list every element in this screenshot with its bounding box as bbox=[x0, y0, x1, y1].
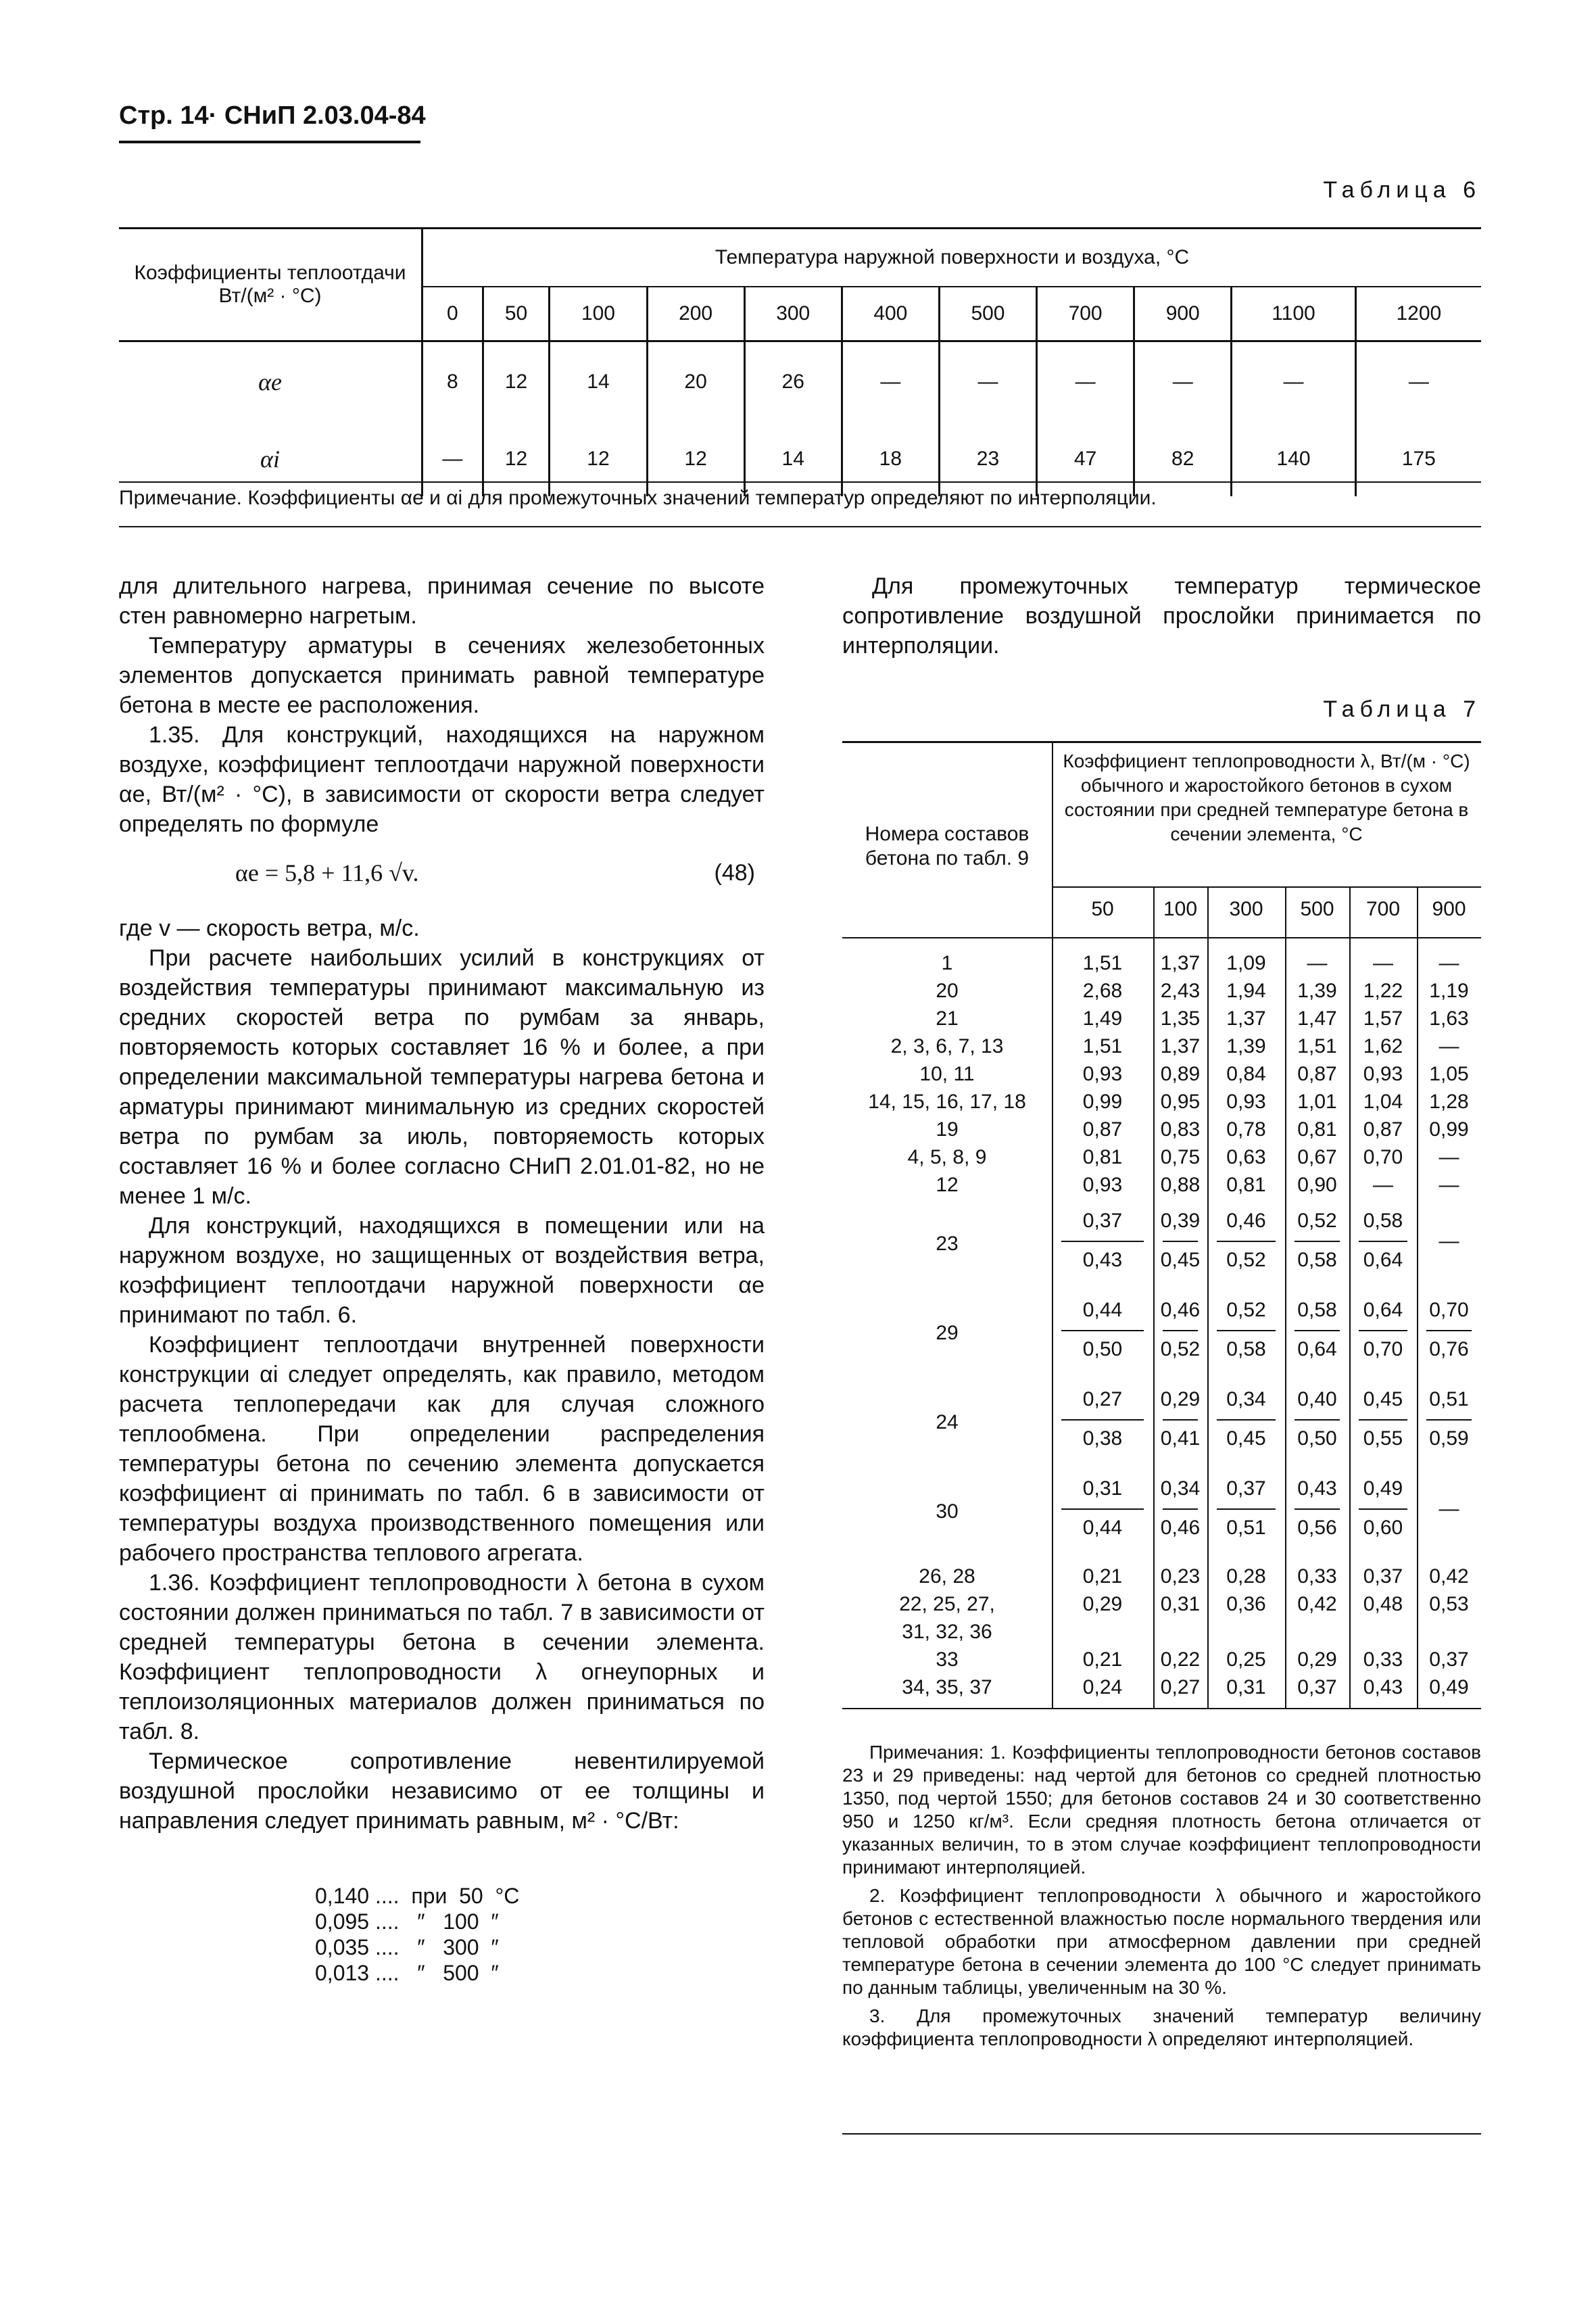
table7-bottom-rule bbox=[842, 1708, 1481, 1709]
table7-cell: — bbox=[1438, 1146, 1459, 1168]
table6-cell: 140 bbox=[1232, 422, 1355, 496]
table7-cell: 1,37 bbox=[1160, 952, 1201, 974]
table7-cell: 0,21 bbox=[1082, 1648, 1123, 1671]
table7-cell-top: 0,34 bbox=[1226, 1388, 1266, 1410]
table7-cell: 0,42 bbox=[1429, 1565, 1469, 1588]
table7-cell: 0,99 bbox=[1429, 1118, 1469, 1141]
table7-temp-header: 300 bbox=[1229, 898, 1263, 920]
table7-cell: 0,24 bbox=[1082, 1676, 1123, 1698]
paragraph: для длительного нагрева, принимая сечение по высоте стен равномерно нагретым. bbox=[119, 573, 765, 629]
table7-cell: 0,88 bbox=[1160, 1174, 1201, 1196]
table6-temp-header: 900 bbox=[1134, 287, 1232, 341]
table7-cell: 0,31 bbox=[1226, 1676, 1266, 1698]
table6-group-header: Температура наружной поверхности и воздуха, °С bbox=[422, 229, 1482, 287]
table7-cell: 1,01 bbox=[1297, 1091, 1337, 1113]
table7-cell: — bbox=[1307, 952, 1328, 974]
table7-cell-top: 0,29 bbox=[1160, 1388, 1201, 1410]
table7-notes bbox=[842, 1741, 1481, 2056]
table7-cell: 0,89 bbox=[1160, 1063, 1201, 1085]
table7-col0-header: Номера составов бетона по табл. 9 bbox=[865, 823, 1030, 869]
table7-cell: 0,37 bbox=[1429, 1648, 1469, 1671]
page-header: Стр. 14· СНиП 2.03.04-84 bbox=[119, 101, 426, 130]
table7-cell: 0,84 bbox=[1226, 1063, 1266, 1085]
table6-temp-header: 700 bbox=[1037, 287, 1134, 341]
table7-cell-top: 0,27 bbox=[1082, 1388, 1123, 1410]
table7-row-label: 22, 25, 27, bbox=[899, 1593, 995, 1615]
table7-cell: 0,83 bbox=[1160, 1118, 1201, 1141]
table7-cell-bottom: 0,64 bbox=[1363, 1249, 1403, 1271]
table7-cell-dash: — bbox=[1438, 1230, 1459, 1252]
table7-row-label: 12 bbox=[936, 1174, 959, 1196]
table7-cell-bottom: 0,58 bbox=[1297, 1249, 1337, 1271]
table7-cell: 0,27 bbox=[1160, 1676, 1201, 1698]
table7-cell: 1,49 bbox=[1082, 1007, 1123, 1030]
table6-cell: 8 bbox=[422, 341, 483, 422]
paragraph: Для конструкций, находящихся в помещении или на наружном воздухе, но защищенных от воздействия ветра, коэффициент теплоотдачи наружной поверхности αe принимают по табл. 6. bbox=[119, 1213, 765, 1328]
table7-cell: 0,33 bbox=[1297, 1565, 1337, 1588]
note-2: 2. Коэффициент теплопроводности λ обычного и жаростойкого бетонов с естественной влажностью после нормального твердения или тепловой обработки при атмосферном давлении при средней температуре бетона в сечении элемента до 100 °С следует принимать по данным таблицы, увеличенным на 30 %. bbox=[842, 1885, 1481, 1998]
table7-cell-bottom: 0,50 bbox=[1297, 1427, 1337, 1450]
formula-number: (48) bbox=[714, 860, 755, 886]
table7-row-label: 21 bbox=[936, 1007, 959, 1030]
table6-cell: 82 bbox=[1134, 422, 1232, 496]
table7-row-label: 23 bbox=[936, 1233, 959, 1255]
table7-temp-header: 700 bbox=[1365, 898, 1401, 920]
formula-expression: αe = 5,8 + 11,6 √v. bbox=[235, 859, 419, 886]
table7-cell: 1,51 bbox=[1082, 952, 1123, 974]
table7-cell: 0,81 bbox=[1297, 1118, 1337, 1141]
table6-cell: — bbox=[842, 341, 939, 422]
paragraph: где v — скорость ветра, м/с. bbox=[119, 915, 420, 941]
resistance-row: 0,013 .... ″ 500 ″ bbox=[315, 1961, 499, 1985]
paragraph: Для промежуточных температур термическое сопротивление воздушной прослойки принимается по интерполяции. bbox=[842, 573, 1481, 659]
table7-cell: 0,37 bbox=[1363, 1565, 1403, 1588]
table7-cell: 0,67 bbox=[1297, 1146, 1337, 1168]
table7-cell-bottom: 0,76 bbox=[1429, 1338, 1469, 1360]
table7-row-label: 14, 15, 16, 17, 18 bbox=[868, 1091, 1026, 1113]
table6-col0-header: Коэффициенты теплоотдачи Вт/(м² · °С) bbox=[119, 229, 422, 341]
table7-cell-bottom: 0,55 bbox=[1363, 1427, 1403, 1450]
table6-cell: 12 bbox=[483, 422, 550, 496]
table6-caption: Таблица 6 bbox=[1323, 177, 1481, 203]
table7-cell: 1,63 bbox=[1429, 1007, 1469, 1030]
note-3: 3. Для промежуточных значений температур величину коэффициента теплопроводности λ определяют интерполяцией. bbox=[842, 2005, 1481, 2049]
table7-row-label: 34, 35, 37 bbox=[902, 1676, 992, 1698]
table6-note: Примечание. Коэффициенты αe и αi для промежуточных значений температур определяют по интерполяции. bbox=[119, 487, 1157, 509]
table7-cell-bottom: 0,59 bbox=[1429, 1427, 1469, 1450]
table7-fraction-bar bbox=[1061, 1330, 1144, 1331]
table7-fraction-bar bbox=[1217, 1241, 1276, 1242]
resistance-row: 0,095 .... ″ 100 ″ bbox=[315, 1909, 499, 1934]
table7-cell: 0,31 bbox=[1160, 1593, 1201, 1615]
table7-cell: 0,48 bbox=[1363, 1593, 1403, 1615]
table7-temp-header: 900 bbox=[1432, 898, 1466, 920]
table7-cell: 0,87 bbox=[1297, 1063, 1337, 1085]
table6-cell: 18 bbox=[842, 422, 939, 496]
table7-cell: 0,33 bbox=[1363, 1648, 1403, 1671]
table6 bbox=[119, 227, 1481, 496]
table7-cell-top: 0,64 bbox=[1363, 1299, 1403, 1321]
table7-cell-top: 0,46 bbox=[1160, 1299, 1201, 1321]
table6-cell: — bbox=[422, 422, 483, 496]
table6-cell: — bbox=[1134, 341, 1232, 422]
bottom-rule bbox=[842, 2133, 1481, 2135]
table6-cell: 175 bbox=[1355, 422, 1481, 496]
table7-top-rule bbox=[842, 741, 1481, 743]
table7-fraction-bar bbox=[1217, 1419, 1276, 1421]
table7-fraction-bar bbox=[1359, 1508, 1407, 1510]
table6-cell: 47 bbox=[1037, 422, 1134, 496]
table6-temp-header: 0 bbox=[422, 287, 483, 341]
table7-row-label: 30 bbox=[936, 1500, 959, 1523]
table7-fraction-bar bbox=[1295, 1330, 1340, 1331]
table7-cell-bottom: 0,60 bbox=[1363, 1517, 1403, 1539]
table7-caption: Таблица 7 bbox=[1323, 696, 1481, 722]
table7-cell-top: 0,31 bbox=[1082, 1477, 1123, 1500]
table7-cell: 1,04 bbox=[1363, 1091, 1403, 1113]
table7-cell: 2,43 bbox=[1160, 980, 1201, 1002]
table7-cell: 1,57 bbox=[1363, 1007, 1403, 1030]
table7-row-label: 26, 28 bbox=[919, 1565, 975, 1588]
table7-cell: 2,68 bbox=[1082, 980, 1123, 1002]
table7-cell-top: 0,39 bbox=[1160, 1210, 1201, 1232]
table7-fraction-bar bbox=[1295, 1241, 1340, 1242]
table7-cell-bottom: 0,45 bbox=[1160, 1249, 1201, 1271]
table7-cell-bottom: 0,52 bbox=[1160, 1338, 1201, 1360]
table6-cell: 12 bbox=[483, 341, 550, 422]
table7-row-label: 19 bbox=[936, 1118, 959, 1141]
table7-cell-top: 0,58 bbox=[1363, 1210, 1403, 1232]
table7-cell: — bbox=[1373, 1174, 1393, 1196]
table7-cell: 0,23 bbox=[1160, 1565, 1201, 1588]
table6-temp-header: 200 bbox=[647, 287, 744, 341]
table7-cell: 1,22 bbox=[1363, 980, 1403, 1002]
table7-temp-header: 100 bbox=[1163, 898, 1198, 920]
table7-cell-top: 0,51 bbox=[1429, 1388, 1469, 1410]
table7-cell: 0,95 bbox=[1160, 1091, 1201, 1113]
table6-temp-header: 50 bbox=[483, 287, 550, 341]
table7-cell: 1,39 bbox=[1297, 980, 1337, 1002]
table7-cell: 0,93 bbox=[1082, 1063, 1123, 1085]
table7-cell: 0,70 bbox=[1363, 1146, 1403, 1168]
table7-fraction-bar bbox=[1163, 1330, 1198, 1331]
table7-fraction-bar bbox=[1359, 1241, 1407, 1242]
table7-cell-bottom: 0,46 bbox=[1160, 1517, 1201, 1539]
table7-cell: 1,37 bbox=[1160, 1035, 1201, 1057]
table7-cell: 0,93 bbox=[1082, 1174, 1123, 1196]
table7-cell: — bbox=[1438, 952, 1459, 974]
table7-fraction-bar bbox=[1217, 1508, 1276, 1510]
resistance-values bbox=[315, 1883, 765, 1986]
table7-cell: 0,93 bbox=[1363, 1063, 1403, 1085]
table7-cell-bottom: 0,50 bbox=[1082, 1338, 1123, 1360]
table7-fraction-bar bbox=[1163, 1241, 1198, 1242]
table7-fraction-bar bbox=[1061, 1419, 1144, 1421]
table7-cell-top: 0,52 bbox=[1226, 1299, 1266, 1321]
paragraph: Термическое сопротивление невентилируемой воздушной прослойки независимо от ее толщины и направления следует принимать равным, м² · °С/Вт: bbox=[119, 1748, 765, 1834]
table7-cell-bottom: 0,44 bbox=[1082, 1517, 1123, 1539]
table7-cell: 0,37 bbox=[1297, 1676, 1337, 1698]
table6-temp-header: 500 bbox=[939, 287, 1036, 341]
table7-cell: 1,19 bbox=[1429, 980, 1469, 1002]
table7-cell: 0,81 bbox=[1082, 1146, 1123, 1168]
table7-cell: 0,21 bbox=[1082, 1565, 1123, 1588]
table7-temp-header: 500 bbox=[1300, 898, 1334, 920]
table6-cell: — bbox=[939, 341, 1036, 422]
table7-cell: 0,63 bbox=[1226, 1146, 1266, 1168]
table6-cell: 12 bbox=[647, 422, 744, 496]
table7-cell: 0,49 bbox=[1429, 1676, 1469, 1698]
table7-cell: 1,47 bbox=[1297, 1007, 1337, 1030]
table7-row-label: 29 bbox=[936, 1322, 959, 1344]
table7-cell-top: 0,49 bbox=[1363, 1477, 1403, 1500]
table7-fraction-bar bbox=[1426, 1419, 1472, 1421]
table7-cell: 1,05 bbox=[1429, 1063, 1469, 1085]
paragraph: Коэффициент теплоотдачи внутренней поверхности конструкции αi следует определять, как правило, методом расчета теплопередачи как для случая сложного теплообмена. При определении распределения температуры бетона по сечению элемента допускается коэффициент αi принимать по табл. 6 в зависимости от температуры воздуха производственного помещения или рабочего пространства теплового агрегата. bbox=[119, 1332, 765, 1566]
table7-cell: 1,62 bbox=[1363, 1035, 1403, 1057]
table7-temp-header: 50 bbox=[1091, 898, 1114, 920]
table7-cell-bottom: 0,64 bbox=[1297, 1338, 1337, 1360]
table7-cell: 0,93 bbox=[1226, 1091, 1266, 1113]
resistance-row: 0,140 .... при 50 °С bbox=[315, 1884, 520, 1908]
table6-temp-header: 1200 bbox=[1355, 287, 1481, 341]
table7-cell: 0,99 bbox=[1082, 1091, 1123, 1113]
table7-cell-top: 0,37 bbox=[1082, 1210, 1123, 1232]
table7-row-label: 20 bbox=[936, 980, 959, 1002]
table7-row-label: 10, 11 bbox=[919, 1063, 975, 1085]
table7-cell-bottom: 0,51 bbox=[1226, 1517, 1266, 1539]
table6-row-label-alpha-e: αe bbox=[258, 368, 282, 396]
header-underline bbox=[119, 141, 420, 143]
table7-cell-top: 0,44 bbox=[1082, 1299, 1123, 1321]
table7-fraction-bar bbox=[1426, 1330, 1472, 1331]
left-column bbox=[119, 571, 765, 1986]
table7-cell: — bbox=[1438, 1035, 1459, 1057]
table7-cell: 0,90 bbox=[1297, 1174, 1337, 1196]
table7-cell: 1,09 bbox=[1226, 952, 1266, 974]
formula-48 bbox=[119, 858, 765, 895]
table7-row-label: 33 bbox=[936, 1648, 959, 1671]
table7-row-label: 24 bbox=[936, 1411, 959, 1433]
table7-cell: 0,81 bbox=[1226, 1174, 1266, 1196]
table6-cell: — bbox=[1232, 341, 1355, 422]
table7-cell: 0,29 bbox=[1082, 1593, 1123, 1615]
table7-cell: 0,28 bbox=[1226, 1565, 1266, 1588]
table7-fraction-bar bbox=[1163, 1419, 1198, 1421]
table7-row-label: 2, 3, 6, 7, 13 bbox=[890, 1035, 1004, 1057]
table7-cell-bottom: 0,58 bbox=[1226, 1338, 1266, 1360]
paragraph-1-35: 1.35. Для конструкций, находящихся на наружном воздухе, коэффициент теплоотдачи наружной поверхности αe, Вт/(м² · °С), в зависимости от скорости ветра следует определять по формуле bbox=[119, 722, 765, 837]
table7-cell-bottom: 0,45 bbox=[1226, 1427, 1266, 1450]
table7-cell: 1,37 bbox=[1226, 1007, 1266, 1030]
table7-cell-top: 0,45 bbox=[1363, 1388, 1403, 1410]
table6-bottom-rule bbox=[119, 481, 1481, 483]
table7-cell: 0,42 bbox=[1297, 1593, 1337, 1615]
table6-temp-header: 400 bbox=[842, 287, 939, 341]
table7-cell-bottom: 0,52 bbox=[1226, 1249, 1266, 1271]
paragraph: Температуру арматуры в сечениях железобетонных элементов допускается принимать равной температуре бетона в месте ее расположения. bbox=[119, 633, 765, 718]
table7-row-label: 31, 32, 36 bbox=[902, 1621, 992, 1643]
table7-group-header: Коэффициент теплопроводности λ, Вт/(м · °С) обычного и жаростойкого бетонов в сухом состоянии при средней температуре бетона в сечении элемента, °С bbox=[1063, 751, 1470, 844]
table6-cell: 12 bbox=[550, 422, 647, 496]
table7-cell-top: 0,40 bbox=[1297, 1388, 1337, 1410]
table7-cell: 1,94 bbox=[1226, 980, 1266, 1002]
table7-cell-top: 0,46 bbox=[1226, 1210, 1266, 1232]
table7-cell-dash: — bbox=[1438, 1498, 1459, 1520]
table7-row-label: 1 bbox=[941, 952, 953, 974]
table7-fraction-bar bbox=[1061, 1508, 1144, 1510]
table7-fraction-bar bbox=[1359, 1419, 1407, 1421]
table7-fraction-bar bbox=[1295, 1508, 1340, 1510]
note-1: Примечания: 1. Коэффициенты теплопроводности бетонов составов 23 и 29 приведены: над чертой для бетонов со средней плотностью 1350, под чертой 1550; для бетонов составов 24 и 30 соответственно 950 и 1250 кг/м³. Если средняя плотность бетона отличается от указанных величин, то в этом случае коэффициент теплопроводности принимают интерполяцией. bbox=[842, 1742, 1481, 1878]
table7-cell: 0,29 bbox=[1297, 1648, 1337, 1671]
table7-cell-top: 0,34 bbox=[1160, 1477, 1201, 1500]
table7-cell-bottom: 0,56 bbox=[1297, 1517, 1337, 1539]
table7-cell: 0,36 bbox=[1226, 1593, 1266, 1615]
table7-cell-bottom: 0,41 bbox=[1160, 1427, 1201, 1450]
table7-row-label: 4, 5, 8, 9 bbox=[907, 1146, 987, 1168]
paragraph: При расчете наибольших усилий в конструкциях от воздействия температуры принимают максимальную из средних скоростей ветра по румбам за январь, повторяемость которых составляет 16 % и более, а при определении максимальной температуры нагрева бетона и арматуры принимают минимальную из средних скоростей ветра по румбам за июль, повторяемость которых составляет 16 % и более согласно СНиП 2.01.01-82, но не менее 1 м/с. bbox=[119, 945, 765, 1209]
table6-cell: — bbox=[1037, 341, 1134, 422]
table7-cell-top: 0,37 bbox=[1226, 1477, 1266, 1500]
separator-rule bbox=[119, 526, 1481, 527]
table7-cell: 0,87 bbox=[1082, 1118, 1123, 1141]
table6-cell: 14 bbox=[744, 422, 842, 496]
table7-cell: 0,53 bbox=[1429, 1593, 1469, 1615]
table6-cell: 26 bbox=[744, 341, 842, 422]
paragraph-1-36: 1.36. Коэффициент теплопроводности λ бетона в сухом состоянии должен приниматься по табл. 7 в зависимости от средней температуры бетона в сечении элемента. Коэффициент теплопроводности λ огнеупорных и теплоизоляционных материалов должен приниматься по табл. 8. bbox=[119, 1570, 765, 1744]
table7-fraction-bar bbox=[1359, 1330, 1407, 1331]
table7-cell: 0,75 bbox=[1160, 1146, 1201, 1168]
table7-cell: 0,87 bbox=[1363, 1118, 1403, 1141]
table7-cell: — bbox=[1373, 952, 1393, 974]
table7-header-rule bbox=[842, 937, 1481, 938]
table7-cell: 1,28 bbox=[1429, 1091, 1469, 1113]
table7-fraction-bar bbox=[1295, 1419, 1340, 1421]
table6-temp-header: 300 bbox=[744, 287, 842, 341]
table6-temp-header: 1100 bbox=[1232, 287, 1355, 341]
table6-cell: — bbox=[1355, 341, 1481, 422]
table7-fraction-bar bbox=[1061, 1241, 1144, 1242]
table7-cell-bottom: 0,43 bbox=[1082, 1249, 1123, 1271]
table7-cell: 0,78 bbox=[1226, 1118, 1266, 1141]
table7-fraction-bar bbox=[1163, 1508, 1198, 1510]
table6-cell: 14 bbox=[550, 341, 647, 422]
table7-cell: 1,51 bbox=[1082, 1035, 1123, 1057]
table6-row-label-alpha-i: αi bbox=[260, 446, 280, 473]
resistance-row: 0,035 .... ″ 300 ″ bbox=[315, 1935, 499, 1959]
table7-cell-bottom: 0,70 bbox=[1363, 1338, 1403, 1360]
table7-cell: 1,39 bbox=[1226, 1035, 1266, 1057]
table6-cell: 23 bbox=[939, 422, 1036, 496]
table7-cell: 0,43 bbox=[1363, 1676, 1403, 1698]
table7-cell-top: 0,58 bbox=[1297, 1299, 1337, 1321]
table7-cell: — bbox=[1438, 1174, 1459, 1196]
table7-cell: 0,25 bbox=[1226, 1648, 1266, 1671]
table7-cell: 1,35 bbox=[1160, 1007, 1201, 1030]
right-column bbox=[842, 571, 1481, 661]
table7-cell-top: 0,70 bbox=[1429, 1299, 1469, 1321]
table6-temp-header: 100 bbox=[550, 287, 647, 341]
table7-cell-bottom: 0,38 bbox=[1082, 1427, 1123, 1450]
table7-cell-top: 0,43 bbox=[1297, 1477, 1337, 1500]
table6-cell: 20 bbox=[647, 341, 744, 422]
table7-cell: 1,51 bbox=[1297, 1035, 1337, 1057]
table7-cell: 0,22 bbox=[1160, 1648, 1201, 1671]
table7-fraction-bar bbox=[1217, 1330, 1276, 1331]
table7-cell-top: 0,52 bbox=[1297, 1210, 1337, 1232]
